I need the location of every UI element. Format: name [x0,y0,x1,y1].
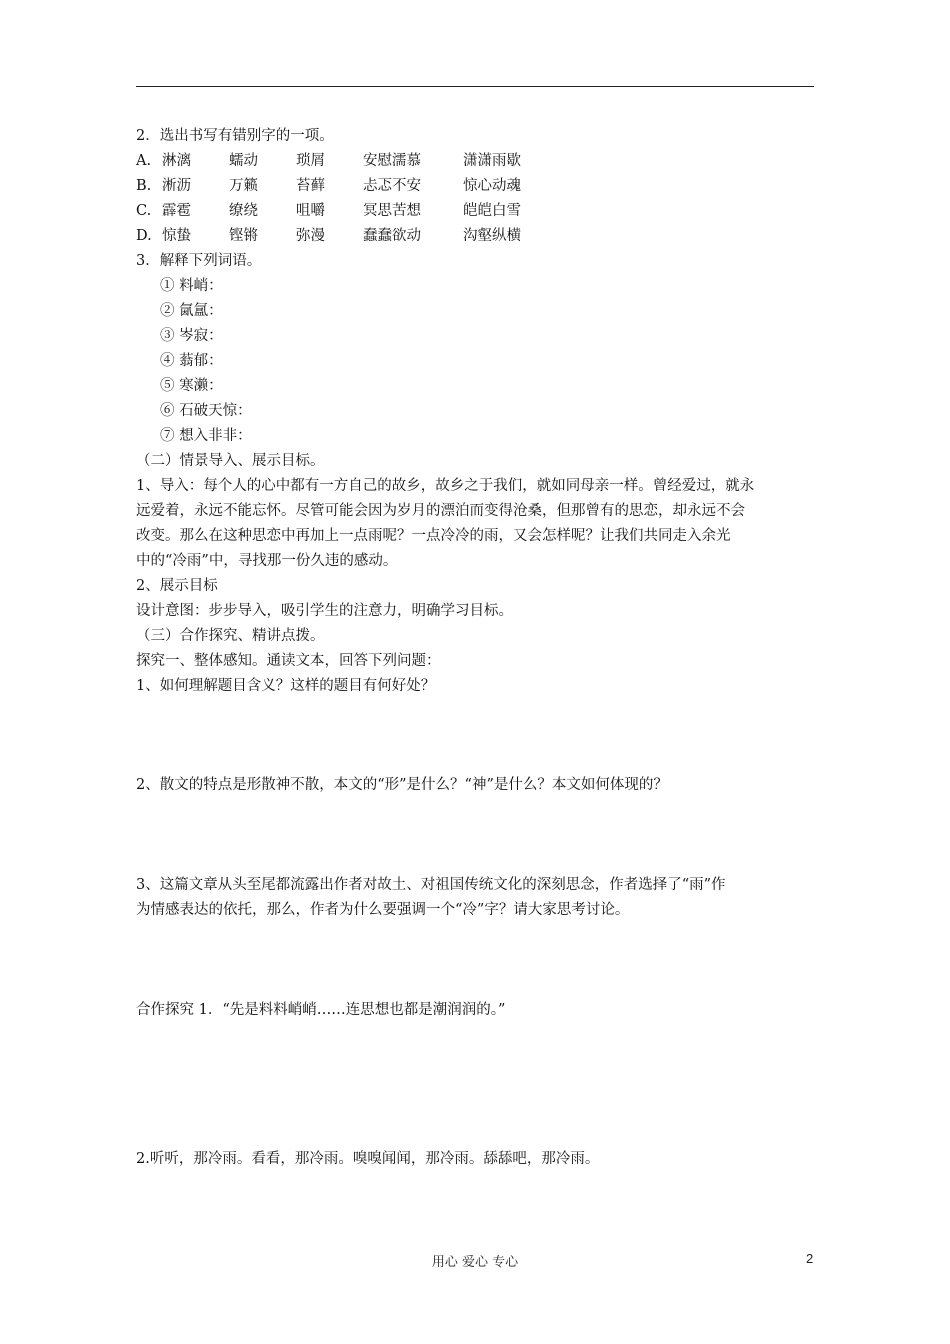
page-number: 2 [806,1251,814,1266]
q2-word: 忐忑不安 [363,178,421,194]
q2-word: 蠢蠢欲动 [363,228,421,244]
q2-word: 琐屑 [296,153,325,169]
q2-row-label: A. [136,153,152,169]
section3-heading: （三）合作探究、精讲点拨。 [136,628,325,644]
q2-word: 惊心动魂 [463,178,521,194]
q2-word: 皑皑白雪 [463,203,521,219]
q3-item: ⑦ 想入非非： [160,428,252,444]
q2-row-label: B. [136,178,152,194]
q2-word: 蠕动 [229,153,258,169]
intro-line: 远爱着，永远不能忘怀。尽管可能会因为岁月的漂泊而变得沧桑，但那曾有的思恋，却永远不会 [136,503,745,519]
q2-title: 2．选出书写有错别字的一项。 [136,128,334,144]
show-goal: 2、展示目标 [136,578,218,594]
q3-item: ③ 岑寂： [160,328,223,344]
question-3-line: 为情感表达的依托，那么，作者为什么要强调一个“冷”字？请大家思考讨论。 [136,902,630,918]
question-1: 1、如何理解题目含义？这样的题目有何好处？ [136,678,436,694]
question-2: 2、散文的特点是形散神不散，本文的“形”是什么？“神”是什么？本文如何体现的？ [136,777,668,793]
q2-word: 弥漫 [296,228,325,244]
q2-word: 霹雹 [162,203,191,219]
q3-item: ⑤ 寒濑： [160,378,223,394]
design-intent: 设计意图：步步导入，吸引学生的注意力，明确学习目标。 [136,603,513,619]
intro-line: 改变。那么在这种思恋中再加上一点雨呢？一点冷冷的雨，又会怎样呢？让我们共同走入余光 [136,528,731,544]
question-3-line: 3、这篇文章从头至尾都流露出作者对故土、对祖国传统文化的深刻思念，作者选择了“雨”作 [136,877,726,893]
q3-title: 3．解释下列词语。 [136,253,262,269]
intro-line: 中的“冷雨”中，寻找那一份久违的感动。 [136,553,398,569]
q2-word: 万籁 [229,178,258,194]
q2-word: 惊蛰 [162,228,191,244]
q3-item: ① 料峭： [160,278,223,294]
q2-word: 淅沥 [162,178,191,194]
footer-motto: 用心 爱心 专心 [431,1255,519,1270]
q2-word: 沟壑纵横 [463,228,521,244]
coop-explore-2: 2.听听，那冷雨。看看，那冷雨。嗅嗅闻闻，那冷雨。舔舔吧，那冷雨。 [136,1151,600,1167]
q2-row-label: C. [136,203,152,219]
q2-word: 缭绕 [229,203,258,219]
header-rule [136,86,814,87]
q2-word: 淋漓 [162,153,191,169]
q2-word: 苔藓 [296,178,325,194]
explore-1: 探究一、整体感知。通读文本，回答下列问题： [136,653,441,669]
q2-word: 铿锵 [229,228,258,244]
q2-word: 安慰濡慕 [363,153,421,169]
q2-word: 咀嚼 [296,203,325,219]
q3-item: ⑥ 石破天惊： [160,403,252,419]
q2-word: 潇潇雨歇 [463,153,521,169]
q3-item: ② 氤氲： [160,303,223,319]
q2-row-label: D. [136,228,152,244]
q3-item: ④ 蓊郁： [160,353,223,369]
q2-word: 冥思苦想 [363,203,421,219]
coop-explore-1: 合作探究 1．“先是料料峭峭……连思想也都是潮润润的。” [136,1002,506,1018]
section2-heading: （二）情景导入、展示目标。 [136,453,325,469]
intro-line: 1、导入：每个人的心中都有一方自己的故乡，故乡之于我们，就如同母亲一样。曾经爱过，就永 [136,478,755,494]
